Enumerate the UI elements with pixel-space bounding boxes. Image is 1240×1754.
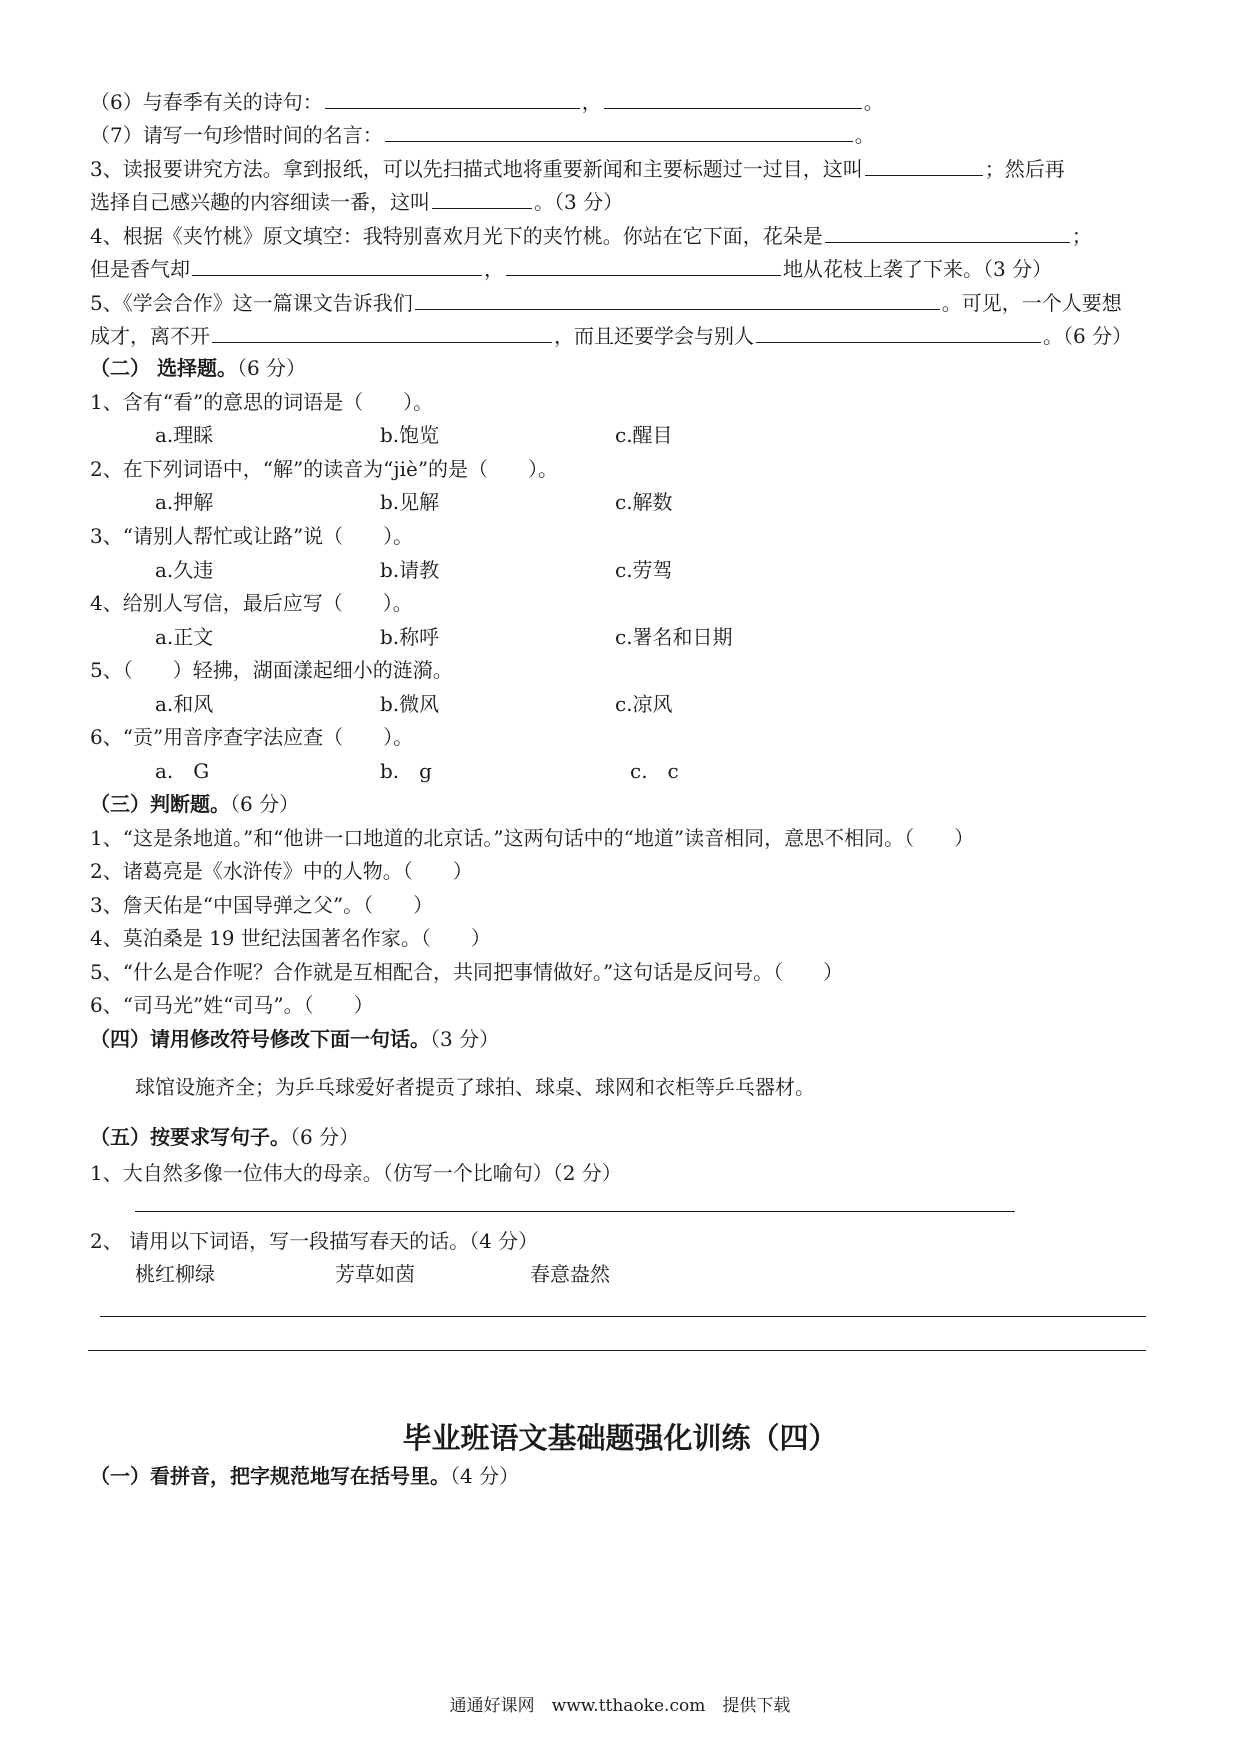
fill-q3-line2	[90, 188, 1162, 215]
choice-option-b[interactable]: b.见解	[380, 490, 440, 514]
section-score: （4 分）	[450, 1464, 520, 1488]
section-heading: （四）请用修改符号修改下面一句话。	[90, 1027, 430, 1051]
choice-option-b[interactable]: b.饱览	[380, 423, 440, 447]
judge-heading	[90, 791, 1162, 817]
answer-blank[interactable]	[865, 155, 983, 176]
choice-heading	[90, 355, 1162, 381]
fill-q5-text: 。（6 分）	[1043, 324, 1133, 348]
section-score: （6 分）	[230, 792, 300, 816]
judge-item[interactable]: 4、莫泊桑是 19 世纪法国著名作家。（ ）	[90, 926, 491, 950]
choice-option-b[interactable]: b.称呼	[380, 625, 440, 649]
answer-blank[interactable]	[432, 188, 532, 209]
fill-q3-text: 3、读报要讲究方法。拿到报纸，可以先扫描式地将重要新闻和主要标题过一过目，这叫	[90, 157, 863, 181]
judge-item[interactable]: 3、詹天佑是“中国导弹之父”。（ ）	[90, 893, 434, 917]
choice-option-b[interactable]: b.请教	[380, 558, 440, 582]
answer-blank[interactable]	[192, 255, 482, 276]
fill-q5-text: 成才，离不开	[90, 324, 210, 348]
spring-word: 春意盎然	[530, 1262, 610, 1286]
fill-q4-text: ；	[1071, 224, 1092, 248]
choice-option-c[interactable]: c.解数	[615, 490, 673, 514]
judge-item[interactable]: 1、“这是条地道。”和“他讲一口地道的北京话。”这两句话中的“地道”读音相同，意思不相同。（ ）	[90, 826, 975, 850]
fill-q7	[90, 121, 1162, 148]
choice-question: 6、“贡”用音序查字法应查（ ）。	[90, 725, 414, 749]
answer-blank[interactable]	[385, 121, 853, 142]
fill-q7-label: （7）请写一句珍惜时间的名言：	[90, 123, 383, 147]
fill-q5-text: ，而且还要学会与别人	[554, 324, 754, 348]
fill-q3-text: ；然后再	[984, 157, 1065, 181]
choice-option-a[interactable]: a.押解	[155, 490, 214, 514]
choice-option-c[interactable]: c.署名和日期	[615, 625, 733, 649]
choice-option-c[interactable]: c.凉风	[615, 692, 673, 716]
fill-q4-line1	[90, 222, 1162, 249]
answer-line[interactable]	[100, 1316, 1146, 1317]
fill-q4-text: ，	[484, 257, 504, 281]
choice-question: 5、（ ）轻拂，湖面漾起细小的涟漪。	[90, 658, 453, 682]
judge-item[interactable]: 5、“什么是合作呢？合作就是互相配合，共同把事情做好。”这句话是反问号。（ ）	[90, 960, 844, 984]
judge-item[interactable]: 6、“司马光”姓“司马”。（ ）	[90, 993, 374, 1017]
choice-option-b[interactable]: b. g	[380, 759, 432, 783]
modify-heading	[90, 1026, 1162, 1052]
choice-question: 4、给别人写信，最后应写（ ）。	[90, 591, 413, 615]
next-section-heading	[90, 1463, 1162, 1489]
choice-question: 3、“请别人帮忙或让路”说（ ）。	[90, 524, 414, 548]
choice-option-c[interactable]: c.醒目	[615, 423, 673, 447]
fill-q6-label: （6）与春季有关的诗句：	[90, 90, 323, 114]
section-score: （3 分）	[430, 1027, 500, 1051]
answer-blank[interactable]	[212, 322, 552, 343]
judge-item[interactable]: 2、诸葛亮是《水浒传》中的人物。（ ）	[90, 859, 473, 883]
section-heading: （二） 选择题。	[90, 356, 237, 380]
answer-blank[interactable]	[415, 289, 940, 310]
fill-q4-line2	[90, 255, 1162, 282]
choice-option-b[interactable]: b.微风	[380, 692, 440, 716]
choice-option-c[interactable]: c. c	[630, 759, 679, 783]
spring-word: 芳草如茵	[335, 1262, 415, 1286]
choice-question: 2、在下列词语中，“解”的读音为“jiè”的是（ ）。	[90, 457, 559, 481]
modify-sentence[interactable]: 球馆设施齐全；为乒乓球爱好者提贡了球拍、球桌、球网和衣柜等乒乓器材。	[135, 1075, 815, 1099]
separator: ，	[581, 90, 602, 114]
answer-blank[interactable]	[325, 88, 580, 109]
fill-q5-line1	[90, 289, 1162, 316]
page-footer: 通通好课网 www.tthaoke.com 提供下载	[449, 1696, 791, 1716]
answer-blank[interactable]	[756, 322, 1041, 343]
end-mark: 。	[854, 123, 875, 147]
exercise-title: 毕业班语文基础题强化训练（四）	[402, 1421, 838, 1455]
fill-q3-line1	[90, 155, 1162, 182]
answer-blank[interactable]	[604, 88, 862, 109]
choice-option-a[interactable]: a. G	[155, 759, 210, 783]
fill-q3-text: 选择自己感兴趣的内容细读一番，这叫	[90, 190, 430, 214]
section-heading: （五）按要求写句子。	[90, 1125, 290, 1149]
write-q1: 1、大自然多像一位伟大的母亲。（仿写一个比喻句）（2 分）	[90, 1161, 622, 1185]
section-score: （6 分）	[290, 1125, 360, 1149]
section-heading: （一）看拼音，把字规范地写在括号里。	[90, 1464, 450, 1488]
answer-blank[interactable]	[825, 222, 1070, 243]
spring-word: 桃红柳绿	[135, 1262, 215, 1286]
fill-q4-text: 但是香气却	[90, 257, 190, 281]
write-heading	[90, 1124, 1162, 1150]
choice-question: 1、含有“看”的意思的词语是（ ）。	[90, 390, 434, 414]
fill-q5-text: 5、《学会合作》这一篇课文告诉我们	[90, 291, 413, 315]
fill-q3-text: 。（3 分）	[534, 190, 624, 214]
fill-q5-line2	[90, 322, 1162, 349]
answer-line[interactable]	[135, 1211, 1015, 1212]
fill-q5-text: 。可见，一个人要想	[941, 291, 1122, 315]
choice-option-a[interactable]: a.和风	[155, 692, 214, 716]
fill-q6	[90, 88, 1162, 115]
section-score: （6 分）	[236, 356, 307, 380]
fill-q4-text: 地从花枝上袭了下来。（3 分）	[783, 257, 1053, 281]
section-heading: （三）判断题。	[90, 792, 230, 816]
write-q2: 2、 请用以下词语，写一段描写春天的话。（4 分）	[90, 1229, 539, 1253]
answer-line[interactable]	[88, 1350, 1146, 1351]
choice-option-a[interactable]: a.理睬	[155, 423, 214, 447]
choice-option-a[interactable]: a.正文	[155, 625, 214, 649]
end-mark: 。	[863, 90, 884, 114]
fill-q4-text: 4、根据《夹竹桃》原文填空：我特别喜欢月光下的夹竹桃。你站在它下面，花朵是	[90, 224, 823, 248]
choice-option-a[interactable]: a.久违	[155, 558, 214, 582]
answer-blank[interactable]	[506, 255, 781, 276]
choice-option-c[interactable]: c.劳驾	[615, 558, 673, 582]
